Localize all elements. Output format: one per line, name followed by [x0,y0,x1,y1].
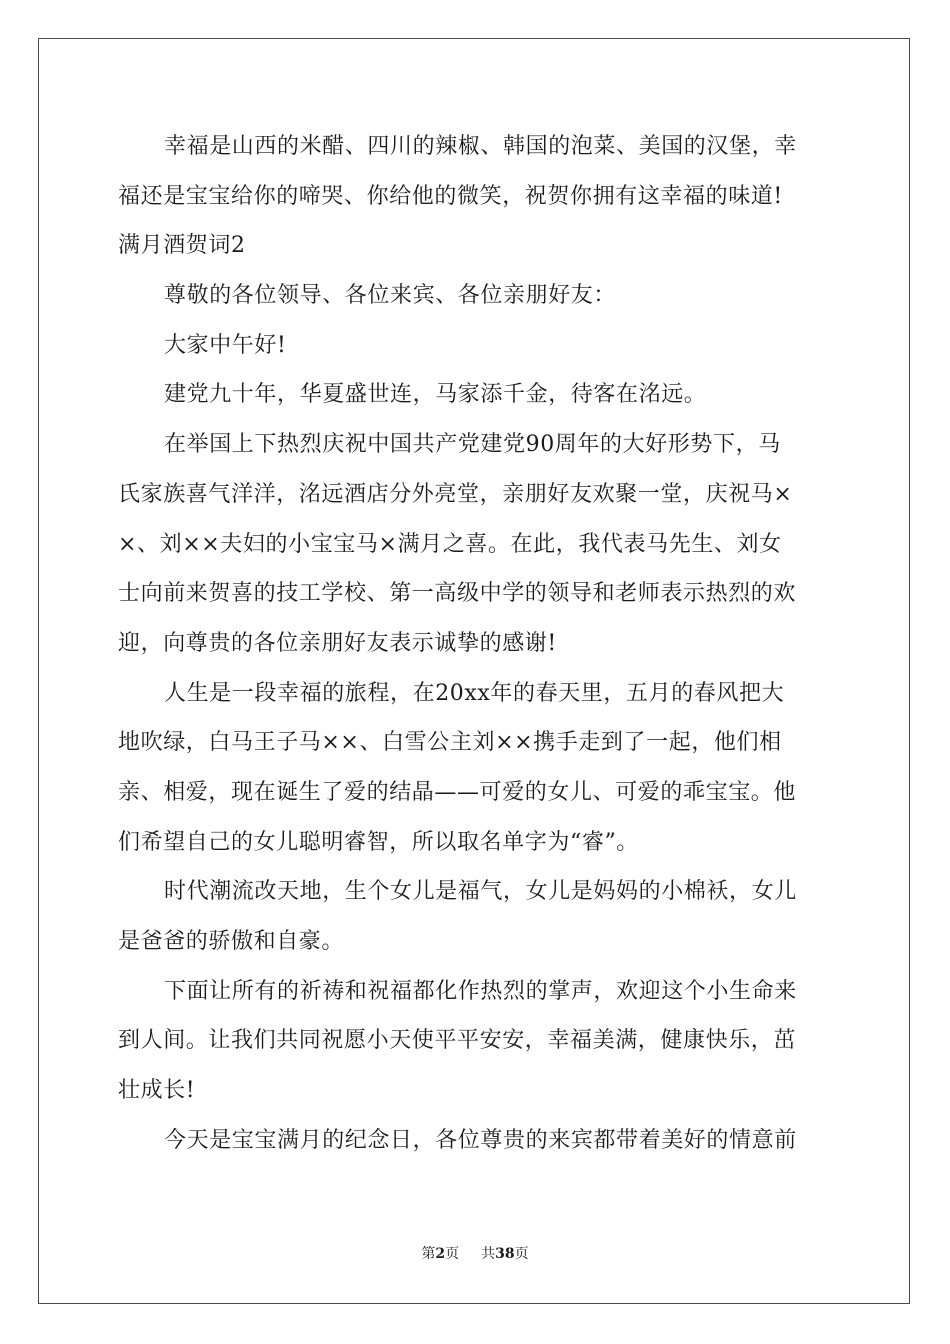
total-prefix: 共 [481,1246,496,1262]
text-line: 士向前来贺喜的技工学校、第一高级中学的领导和老师表示热烈的欢 [118,581,797,607]
text-line: 幸福是山西的米醋、四川的辣椒、韩国的泡菜、美国的汉堡，幸 [164,134,797,159]
page-prefix: 第 [421,1246,436,1262]
page-suffix: 页 [445,1246,460,1262]
page-number: 2 [435,1246,446,1262]
text-line: ×、刘××夫妇的小宝宝马×满月之喜。在此，我代表马先生、刘女 [118,531,782,557]
text-line: 尊敬的各位领导、各位来宾、各位亲朋好友： [164,283,617,309]
text-line: 氏家族喜气洋洋，洺远酒店分外亮堂，亲朋好友欢聚一堂，庆祝马× [118,481,793,507]
text-line: 是爸爸的骄傲和自豪。 [118,929,345,954]
total-pages: 38 [495,1246,515,1262]
text-line: 到人间。让我们共同祝愿小天使平平安安，幸福美满，健康快乐，茁 [118,1028,797,1054]
text-line: 亲、相爱，现在诞生了爱的结晶——可爱的女儿、可爱的乖宝宝。他 [118,779,797,805]
text-line: 在举国上下热烈庆祝中国共产党建党90周年的大好形势下，马 [164,432,781,458]
text-line: 下面让所有的祈祷和祝福都化作热烈的掌声，欢迎这个小生命来 [164,978,797,1004]
text-line: 壮成长! [118,1078,196,1104]
text-line: 时代潮流改天地，生个女儿是福气，女儿是妈妈的小棉袄，女儿 [164,879,797,905]
text-line: 们希望自己的女儿聪明睿智，所以取名单字为“睿”。 [118,829,639,855]
total-suffix: 页 [514,1246,529,1262]
text-line: 地吹绿，白马王子马××、白雪公主刘××携手走到了一起，他们相 [118,730,782,756]
document-body [118,122,832,1165]
text-line: 建党九十年，华夏盛世连，马家添千金，待客在洺远。 [164,382,707,408]
text-line: 福还是宝宝给你的啼哭、你给他的微笑，祝贺你拥有这幸福的味道! [118,183,783,209]
text-line: 满月酒贺词2 [118,233,246,259]
text-line: 今天是宝宝满月的纪念日，各位尊贵的来宾都带着美好的情意前 [164,1127,797,1153]
page-footer [0,1243,950,1263]
text-line: 大家中午好! [164,332,287,358]
text-line: 迎，向尊贵的各位亲朋好友表示诚挚的感谢! [118,630,557,656]
text-line: 人生是一段幸福的旅程，在20xx年的春天里，五月的春风把大 [164,680,785,706]
